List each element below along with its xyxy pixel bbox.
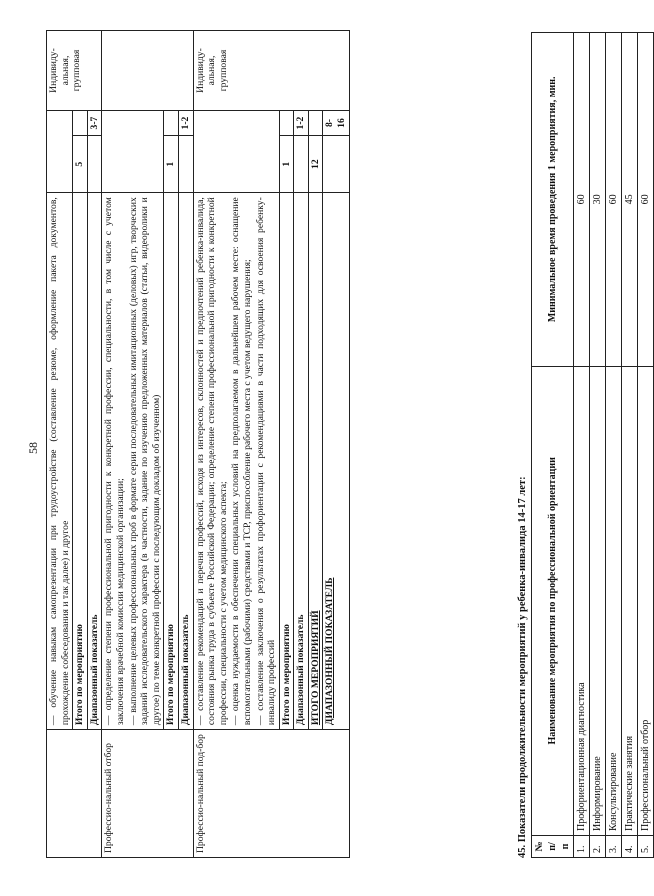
range-label: Диапазонный показатель: [87, 193, 102, 730]
form-cell: [102, 31, 193, 111]
table-header-row: [532, 33, 574, 858]
activity-name-cell: Профессио-нальный отбор: [102, 730, 193, 858]
grand-range-value: 8-16: [323, 110, 349, 135]
section-heading: 45. Показатели продолжительности мероприятий у ребенка-инвалида 14-17 лет:: [517, 476, 528, 858]
total-label: Итого по мероприятию: [279, 193, 294, 730]
total-label: Итого по мероприятию: [164, 193, 179, 730]
range-value: 1-2: [294, 110, 309, 135]
range-value: 3-7: [87, 110, 102, 135]
grand-range-label: ДИАПАЗОННЫЙ ПОКАЗАТЕЛЬ: [323, 193, 349, 730]
table-row: [193, 31, 279, 858]
column-header-num: № п/п: [532, 836, 574, 858]
table-row: 2. Информирование 30: [590, 33, 606, 858]
table-row: 5. Профессиональный отбор 60: [638, 33, 654, 858]
range-value: 1-2: [178, 110, 193, 135]
range-label: Диапазонный показатель: [178, 193, 193, 730]
activity-name-cell: Профессио-нальный под-бор: [193, 730, 349, 858]
table-row: 1. Профориентационная диагностика 60: [574, 33, 590, 858]
activity-description: — составление рекомендаций и перечня профессий, исходя из интересов, склонностей и предпочтений ребенка-инвалида, состояния рынка труда в субъекте Российской Федерации; определение степени профессиональной пригодности к конкретной профессии, специальности с учетом медицинского аспекта; — оценка нуждаемости в обеспечении специальных условий на предполагаемом в дальнейшем рабочем месте: оснащение вспомогательными (рабочими) средствами и ТСР, приспособление рабочего места с учетом ведущего нарушения; — составление заключения о результатах профориентации с рекомендациями в части подходящих для освоения ребенку-инвалиду профессий: [193, 193, 279, 730]
rotated-page-content: [20, 18, 651, 878]
activities-table: [46, 30, 350, 858]
total-value: 1: [279, 136, 294, 193]
activity-description: — определение степени профессиональной пригодности к конкретной профессии, специальности, в том числе с учетом заключения врачебной комиссии медицинской организации; — выполнение целевых профессиональных проб в формате серии последовательных имитационных (деловых) игр, творческих заданий исследовательского характера (в частности, задание по изучению предложенных материалов (статьи, видеоролики и другое) по теме конкретной профессии с последующим докладом об изученном): [102, 193, 164, 730]
table-row: 4. Практические занятия 45: [622, 33, 638, 858]
duration-table: [531, 32, 654, 858]
form-cell: Индивиду-альная, групповая: [193, 31, 349, 111]
total-value: 5: [73, 136, 88, 193]
grand-total-value: 12: [308, 136, 323, 193]
activity-description: — обучение навыкам самопрезентации при трудоустройстве (составление резюме, оформление пакета документов, прохождение собеседования и так далее) и другое: [47, 193, 73, 730]
grand-total-label: ИТОГО МЕРОПРИЯТИЙ: [308, 193, 323, 730]
total-value: 1: [164, 136, 179, 193]
column-header-name: Наименование мероприятия по профессиональной ориентации: [532, 366, 574, 835]
activity-name-cell: [47, 730, 102, 858]
form-cell: Индивиду-альная, групповая: [47, 31, 102, 111]
range-label: Диапазонный показатель: [294, 193, 309, 730]
column-header-time: Минимальное время проведения 1 мероприятия, мин.: [532, 33, 574, 367]
page-number: 58: [26, 442, 40, 454]
table-row: [47, 31, 73, 858]
table-row: [102, 31, 164, 858]
table-row: 3. Консультирование 60: [606, 33, 622, 858]
total-label: Итого по мероприятию: [73, 193, 88, 730]
